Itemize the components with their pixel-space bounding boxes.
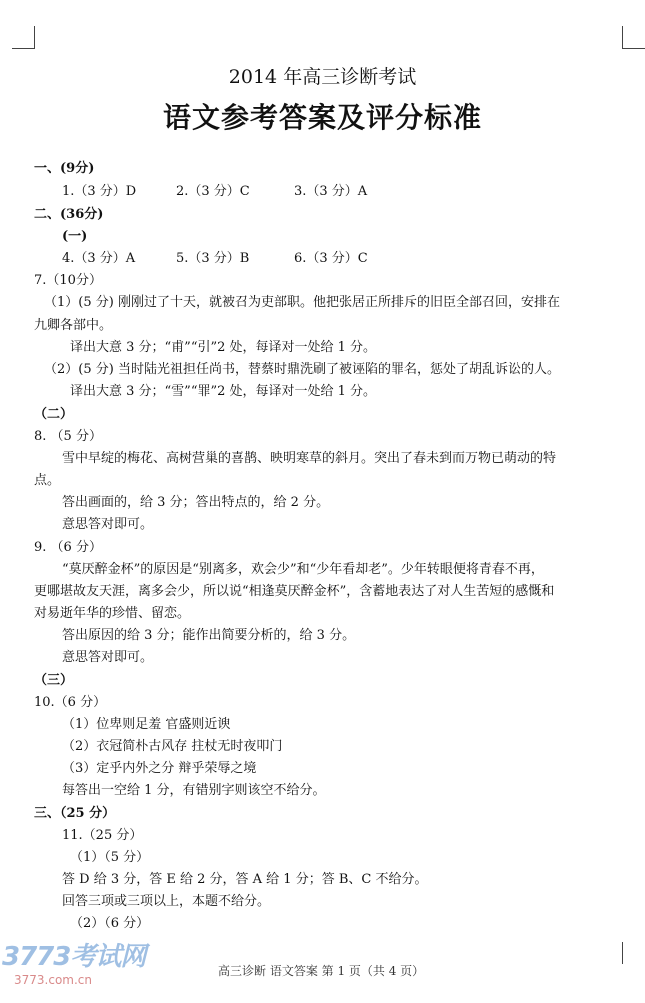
answer-q5: 5.（3 分）B <box>176 251 250 266</box>
q9-scoring: 答出原因的给 3 分；能作出简要分析的，给 3 分。 <box>62 628 356 643</box>
answer-q1: 1.（3 分）D <box>62 184 137 199</box>
q7-2-scoring: 译出大意 3 分；“雪”“罪”2 处，每译对一处给 1 分。 <box>70 384 377 399</box>
q10-scoring: 每答出一空给 1 分，有错别字则该空不给分。 <box>62 783 326 798</box>
q8-answer-line2: 点。 <box>34 473 61 488</box>
q9-answer-line1: “莫厌醉金杯”的原因是“别离多，欢会少”和“少年看却老”。少年转眼便将青春不再， <box>62 562 544 577</box>
question-9-heading: 9. （6 分） <box>34 540 102 555</box>
q8-scoring: 答出画面的，给 3 分；答出特点的，给 2 分。 <box>62 495 330 510</box>
q7-1-answer-line2: 九卿各部中。 <box>34 318 113 333</box>
watermark-domain: 3773.com.cn <box>14 973 92 987</box>
q7-2-answer: （2）(5 分) 当时陆光祖担任尚书，替蔡时鼎洗刷了被诬陷的罪名，惩处了胡乱诉讼的人。 <box>44 362 560 377</box>
question-10-heading: 10.（6 分） <box>34 695 107 710</box>
q7-1-answer-line1: （1）(5 分) 刚刚过了十天，就被召为吏部职。他把张居正所排斥的旧臣全部召回，安排在 <box>44 295 560 310</box>
answer-q6: 6.（3 分）C <box>294 251 368 266</box>
q11-1-heading: （1）（5 分） <box>70 850 150 865</box>
crop-mark-top-right <box>622 26 645 49</box>
answer-q2: 2.（3 分）C <box>176 184 250 199</box>
document-subtitle: 语文参考答案及评分标准 <box>162 101 482 134</box>
q9-note: 意思答对即可。 <box>62 650 154 665</box>
crop-mark-top-left <box>12 26 35 49</box>
exam-title: 2014 年高三诊断考试 <box>228 66 417 88</box>
question-8-heading: 8. （5 分） <box>34 429 102 444</box>
q8-note: 意思答对即可。 <box>62 517 154 532</box>
q7-1-scoring: 译出大意 3 分；“甫”“引”2 处，每译对一处给 1 分。 <box>70 340 377 355</box>
part-1-heading: (一) <box>62 229 88 244</box>
question-7-heading: 7.（10分） <box>34 273 102 288</box>
site-watermark-logo <box>2 936 182 992</box>
part-3-heading: （三） <box>34 673 74 688</box>
answer-q3: 3.（3 分）A <box>294 184 368 199</box>
q9-answer-line2: 更哪堪故友天涯，离多会少，所以说“相逢莫厌醉金杯”，含蓄地表达了对人生苦短的感慨和 <box>34 584 555 599</box>
crop-mark-bottom-right <box>622 942 645 964</box>
answer-q4: 4.（3 分）A <box>62 251 136 266</box>
part-2-heading: （二） <box>34 407 74 422</box>
q11-1-note: 回答三项或三项以上，本题不给分。 <box>62 894 271 909</box>
section-3-heading: 三、（25 分） <box>34 806 116 821</box>
q8-answer-line1: 雪中早绽的梅花、高树营巢的喜鹊、映明寒草的斜月。突出了春未到而万物已萌动的特 <box>62 451 557 466</box>
q10-answer-3: （3）定乎内外之分 辩乎荣辱之境 <box>62 761 257 776</box>
q11-1-scoring: 答 D 给 3 分，答 E 给 2 分，答 A 给 1 分；答 B、C 不给分。 <box>62 872 428 887</box>
watermark-brand: 3773考试网 <box>2 942 146 972</box>
q10-answer-2: （2）衣冠简朴古风存 拄杖无时夜叩门 <box>62 739 283 754</box>
q9-answer-line3: 对易逝年华的珍惜、留恋。 <box>34 606 191 621</box>
q10-answer-1: （1）位卑则足羞 官盛则近谀 <box>62 717 231 732</box>
section-1-heading: 一、(9分) <box>34 161 95 176</box>
section-2-heading: 二、(36分) <box>34 207 104 222</box>
q11-2-heading: （2）（6 分） <box>70 916 150 931</box>
page-footer: 高三诊断 语文答案 第 1 页（共 4 页） <box>218 964 425 978</box>
question-11-heading: 11.（25 分） <box>62 828 143 843</box>
